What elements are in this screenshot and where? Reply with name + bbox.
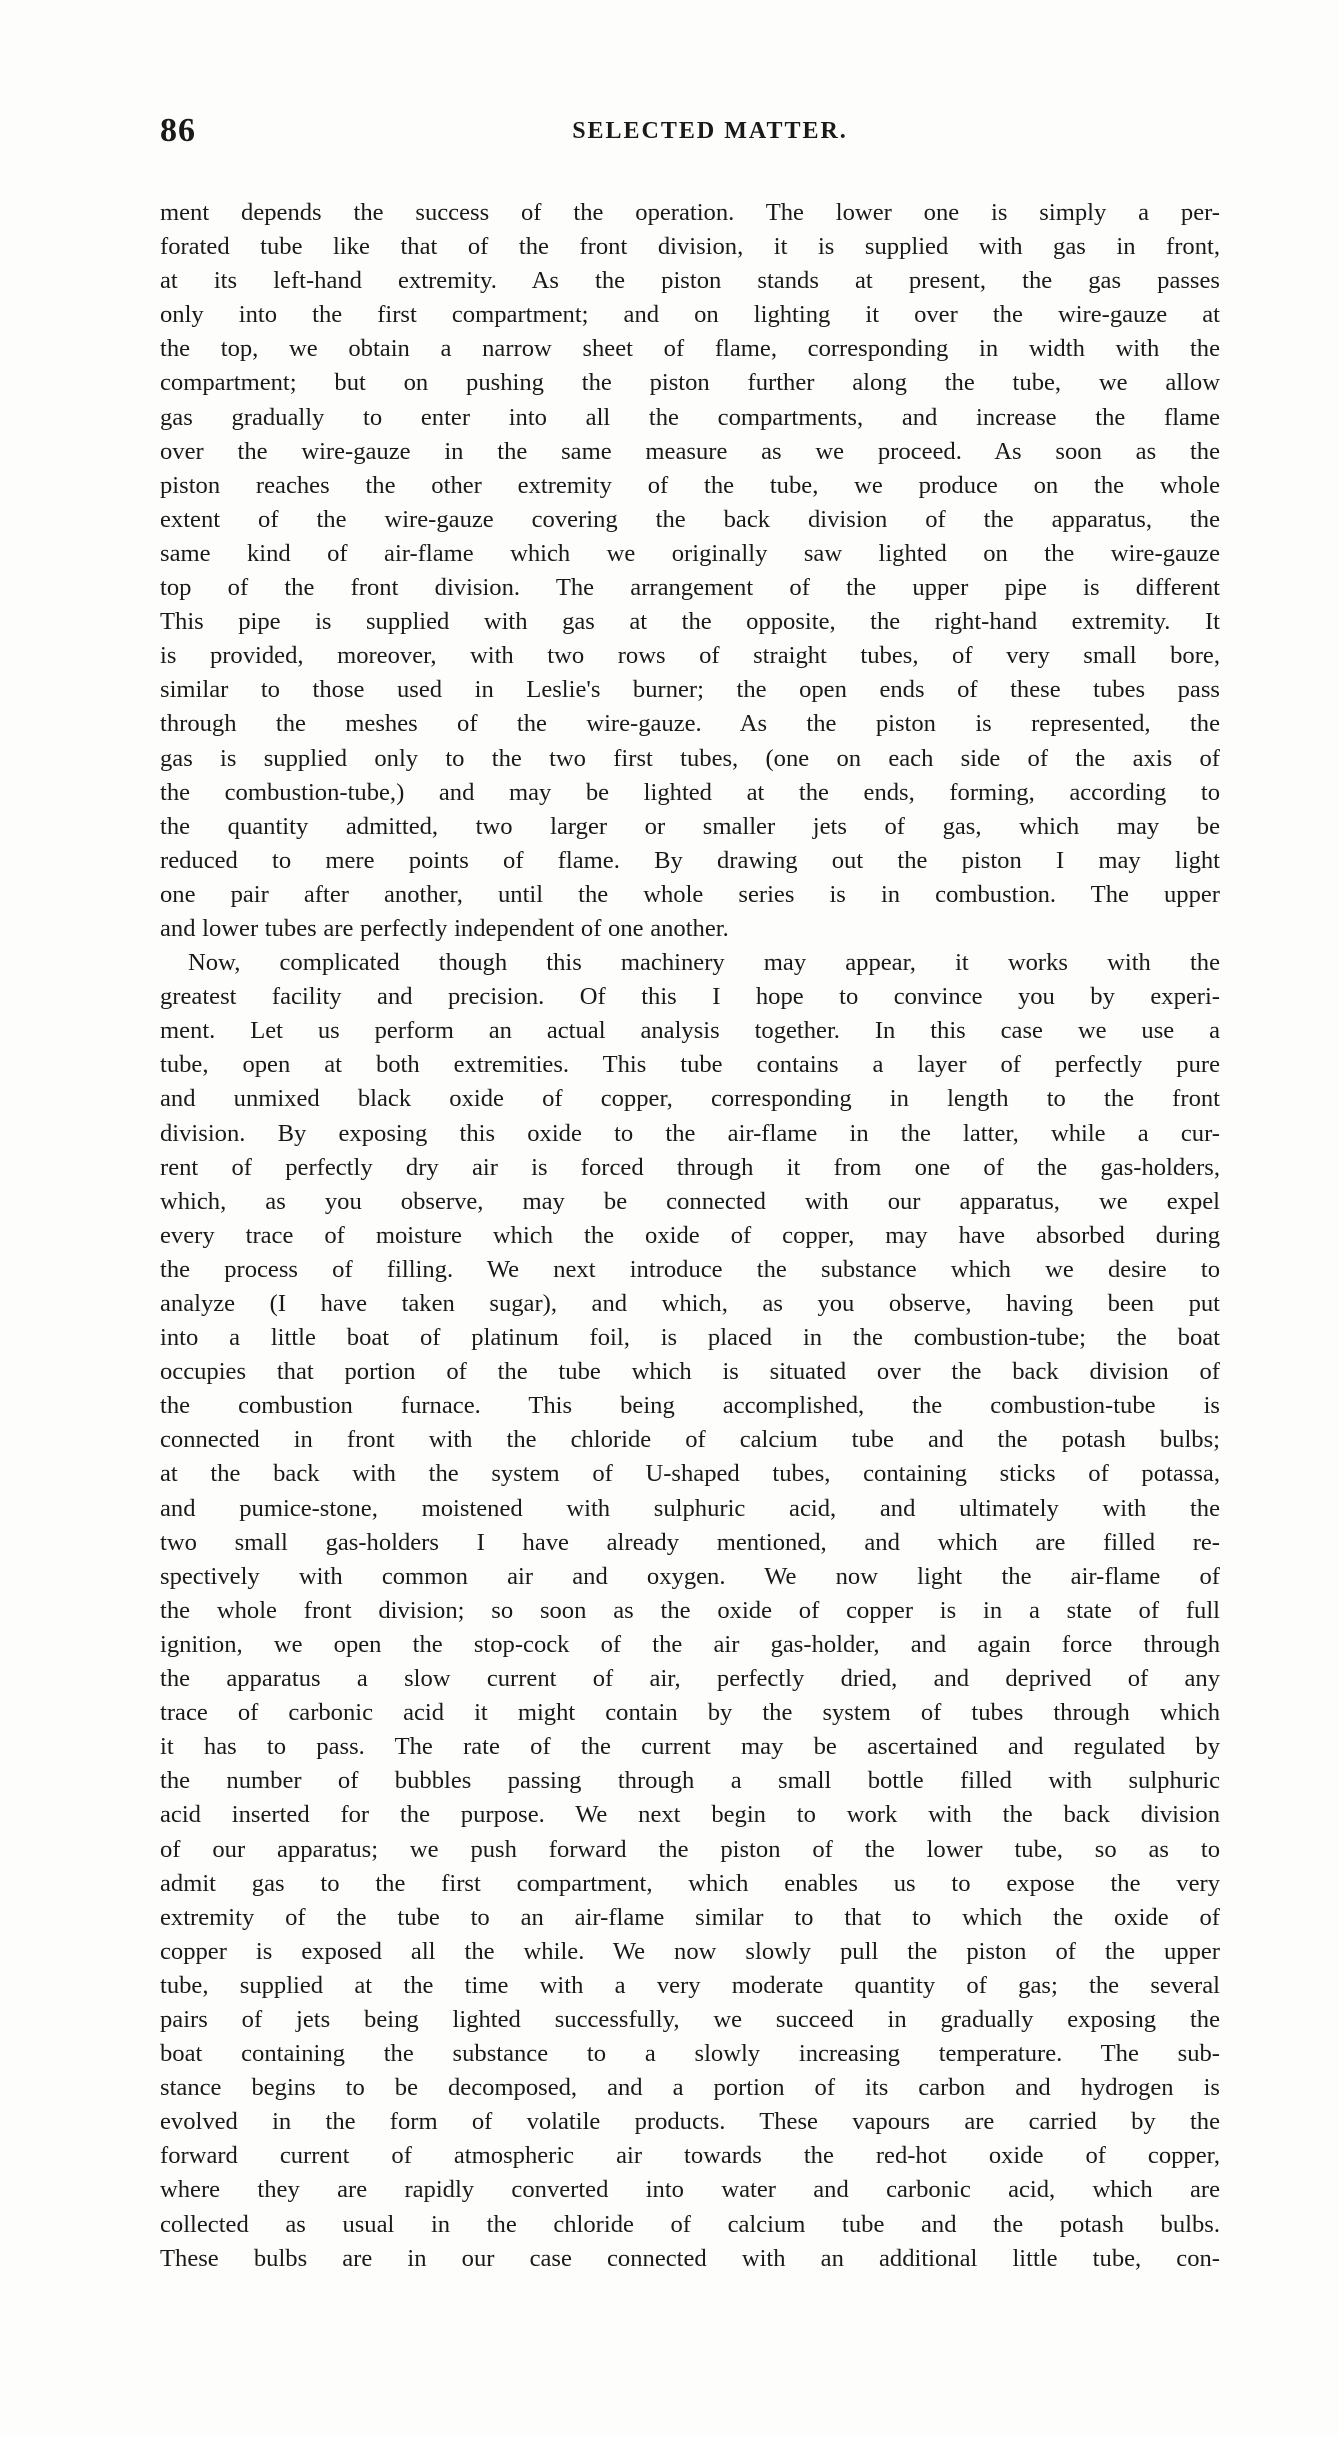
text-line: collected as usual in the chloride of calcium tube and the potash bulbs. [160,2210,1220,2238]
text-line: ment depends the success of the operation. The lower one is simply a per- [160,199,1220,226]
text-line: greatest facility and precision. Of this I hope to convince you by experi- [160,983,1220,1011]
text-line: at the back with the system of U-shaped tubes, containing sticks of potassa, [160,1460,1220,1488]
text-line: similar to those used in Leslie's burner; the open ends of these tubes pass [160,676,1220,704]
running-head [160,112,1220,152]
text-line: the number of bubbles passing through a small bottle filled with sulphuric [160,1767,1220,1795]
text-line: forated tube like that of the front division, it is supplied with gas in front, [160,233,1220,261]
text-line: copper is exposed all the while. We now slowly pull the piston of the upper [160,1937,1220,1965]
text-line: the combustion-tube,) and may be lighted at the ends, forming, according to [160,778,1220,806]
text-line: extremity of the tube to an air-flame similar to that to which the oxide of [160,1903,1220,1931]
text-line: ment. Let us perform an actual analysis together. In this case we use a [160,1017,1220,1045]
text-line: pairs of jets being lighted successfully, we succeed in gradually exposing the [160,2005,1220,2033]
text-line: the process of filling. We next introduce the substance which we desire to [160,1255,1220,1283]
text-line: and unmixed black oxide of copper, corresponding in length to the front [160,1085,1220,1113]
text-line: evolved in the form of volatile products. These vapours are carried by the [160,2108,1220,2136]
text-line: stance begins to be decomposed, and a portion of its carbon and hydrogen is [160,2074,1220,2102]
text-line: same kind of air-flame which we originally saw lighted on the wire-gauze [160,539,1220,567]
body-text [160,196,1220,2276]
page-number: 86 [160,112,196,149]
text-line: the combustion furnace. This being accomplished, the combustion-tube is [160,1392,1220,1420]
text-line: tube, open at both extremities. This tube contains a layer of perfectly pure [160,1051,1220,1079]
text-line: These bulbs are in our case connected with an additional little tube, con- [160,2244,1220,2272]
text-line: gas gradually to enter into all the compartments, and increase the flame [160,403,1220,431]
text-line: trace of carbonic acid it might contain by the system of tubes through which [160,1699,1220,1727]
text-line: the quantity admitted, two larger or smaller jets of gas, which may be [160,812,1220,840]
text-line: is provided, moreover, with two rows of straight tubes, of very small bore, [160,642,1220,670]
text-line: extent of the wire-gauze covering the back division of the apparatus, the [160,505,1220,533]
text-line: the whole front division; so soon as the oxide of copper is in a state of full [160,1596,1220,1624]
text-line: and pumice-stone, moistened with sulphuric acid, and ultimately with the [160,1494,1220,1522]
text-line: through the meshes of the wire-gauze. As the piston is represented, the [160,710,1220,738]
text-line: the apparatus a slow current of air, perfectly dried, and deprived of any [160,1665,1220,1693]
text-line: at its left-hand extremity. As the piston stands at present, the gas passes [160,267,1220,295]
text-line: connected in front with the chloride of calcium tube and the potash bulbs; [160,1426,1220,1454]
text-line: and lower tubes are perfectly independent of one another. [160,914,729,942]
paragraph [160,946,1220,2276]
text-line: Now, complicated though this machinery may appear, it works with the [188,949,1220,977]
text-line: boat containing the substance to a slowly increasing temperature. The sub- [160,2040,1220,2068]
text-line: it has to pass. The rate of the current may be ascertained and regulated by [160,1733,1220,1761]
text-line: ignition, we open the stop-cock of the air gas-holder, and again force through [160,1630,1220,1658]
text-line: rent of perfectly dry air is forced through it from one of the gas-holders, [160,1153,1220,1181]
text-line: which, as you observe, may be connected with our apparatus, we expel [160,1187,1220,1215]
text-line: one pair after another, until the whole series is in combustion. The upper [160,880,1220,908]
text-line: acid inserted for the purpose. We next begin to work with the back division [160,1801,1220,1829]
text-line: tube, supplied at the time with a very moderate quantity of gas; the several [160,1971,1220,1999]
text-line: the top, we obtain a narrow sheet of flame, corresponding in width with the [160,335,1220,363]
text-line: over the wire-gauze in the same measure as we proceed. As soon as the [160,437,1220,465]
text-line: into a little boat of platinum foil, is placed in the combustion-tube; the boat [160,1324,1220,1352]
text-line: division. By exposing this oxide to the air-flame in the latter, while a cur- [160,1119,1220,1147]
section-title: SELECTED MATTER. [572,118,848,144]
text-line: spectively with common air and oxygen. We now light the air-flame of [160,1562,1220,1590]
paragraph [160,196,1220,946]
text-line: top of the front division. The arrangement of the upper pipe is different [160,574,1220,602]
text-line: gas is supplied only to the two first tubes, (one on each side of the axis of [160,744,1220,772]
text-line: forward current of atmospheric air towards the red-hot oxide of copper, [160,2142,1220,2170]
text-line: two small gas-holders I have already mentioned, and which are filled re- [160,1528,1220,1556]
text-line: reduced to mere points of flame. By drawing out the piston I may light [160,846,1220,874]
text-line: only into the first compartment; and on lighting it over the wire-gauze at [160,301,1220,329]
text-line: admit gas to the first compartment, which enables us to expose the very [160,1869,1220,1897]
text-line: where they are rapidly converted into water and carbonic acid, which are [160,2176,1220,2204]
text-line: every trace of moisture which the oxide of copper, may have absorbed during [160,1221,1220,1249]
text-line: piston reaches the other extremity of the tube, we produce on the whole [160,471,1220,499]
text-line: occupies that portion of the tube which is situated over the back division of [160,1358,1220,1386]
text-line: of our apparatus; we push forward the piston of the lower tube, so as to [160,1835,1220,1863]
text-line: compartment; but on pushing the piston further along the tube, we allow [160,369,1220,397]
text-line: analyze (I have taken sugar), and which, as you observe, having been put [160,1290,1220,1317]
text-line: This pipe is supplied with gas at the opposite, the right-hand extremity. It [160,608,1220,636]
